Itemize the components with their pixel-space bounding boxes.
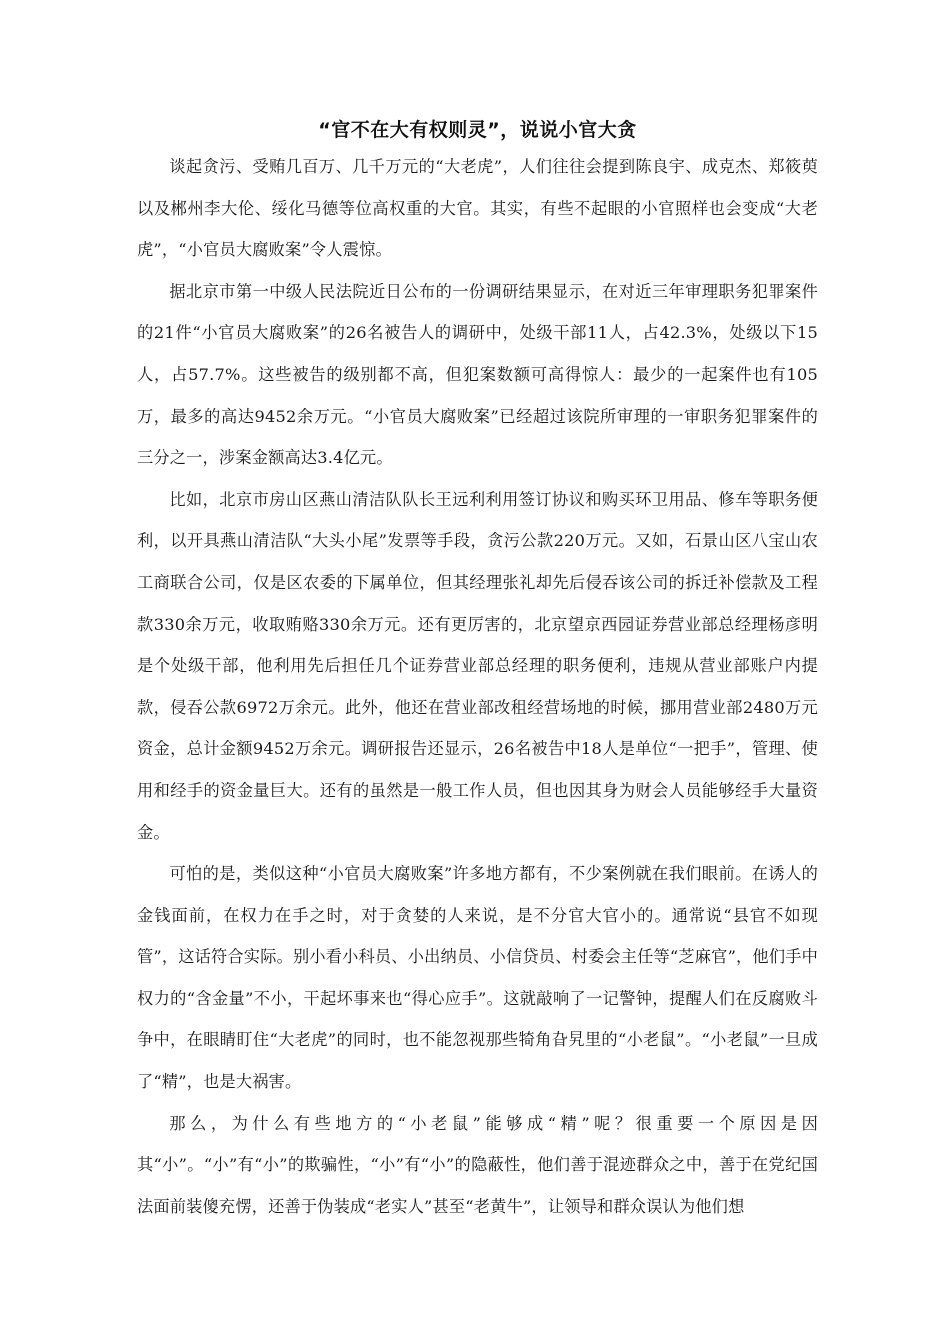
document-page bbox=[137, 116, 818, 1227]
paragraph-3: 比如，北京市房山区燕山清洁队队长王远利利用签订协议和购买环卫用品、修车等职务便利，以开具燕山清洁队“大头小尾”发票等手段，贪污公款220万元。又如，石景山区八宝山农工商联合公司，仅是区农委的下属单位，但其经理张礼却先后侵吞该公司的拆迁补偿款及工程款330余万元，收取贿赂330余万元。还有更厉害的，北京望京西园证券营业部总经理杨彦明是个处级干部，他利用先后担任几个证券营业部总经理的职务便利，违规从营业部账户内提款，侵吞公款6972万余元。此外，他还在营业部改租经营场地的时候，挪用营业部2480万元资金，总计金额9452万余元。调研报告还显示，26名被告中18人是单位“一把手”，管理、使用和经手的资金量巨大。还有的虽然是一般工作人员，但也因其身为财会人员能够经手大量资金。 bbox=[137, 489, 818, 842]
paragraph-2: 据北京市第一中级人民法院近日公布的一份调研结果显示，在对近三年审理职务犯罪案件的21件“小官员大腐败案”的26名被告人的调研中，处级干部11人，占42.3%，处级以下15人，占57.7%。这些被告的级别都不高，但犯案数额可高得惊人：最少的一起案件也有105万，最多的高达9452余万元。“小官员大腐败案”已经超过该院所审理的一审职务犯罪案件的三分之一，涉案金额高达3.4亿元。 bbox=[137, 281, 818, 468]
document-body bbox=[137, 146, 818, 1227]
paragraph-5: 那么，为什么有些地方的“小老鼠”能够成“精”呢？很重要一个原因是因其“小”。“小”有“小”的欺骗性，“小”有“小”的隐蔽性，他们善于混迹群众之中，善于在党纪国法面前装傻充愣，还善于伪装成“老实人”甚至“老黄牛”，让领导和群众误认为他们想 bbox=[137, 1113, 818, 1216]
document-title: “官不在大有权则灵”，说说小官大贪 bbox=[318, 119, 637, 141]
paragraph-1: 谈起贪污、受贿几百万、几千万元的“大老虎”，人们往往会提到陈良宇、成克杰、郑筱萸以及郴州李大伦、绥化马德等位高权重的大官。其实，有些不起眼的小官照样也会变成“大老虎”，“小官员大腐败案”令人震惊。 bbox=[137, 157, 818, 260]
paragraph-4: 可怕的是，类似这种“小官员大腐败案”许多地方都有，不少案例就在我们眼前。在诱人的金钱面前，在权力在手之时，对于贪婪的人来说，是不分官大官小的。通常说“县官不如现管”，这话符合实际。别小看小科员、小出纳员、小信贷员、村委会主任等“芝麻官”，他们手中权力的“含金量”不小，干起坏事来也“得心应手”。这就敲响了一记警钟，提醒人们在反腐败斗争中，在眼睛盯住“大老虎”的同时，也不能忽视那些犄角旮旯里的“小老鼠”。“小老鼠”一旦成了“精”，也是大祸害。 bbox=[137, 864, 818, 1092]
